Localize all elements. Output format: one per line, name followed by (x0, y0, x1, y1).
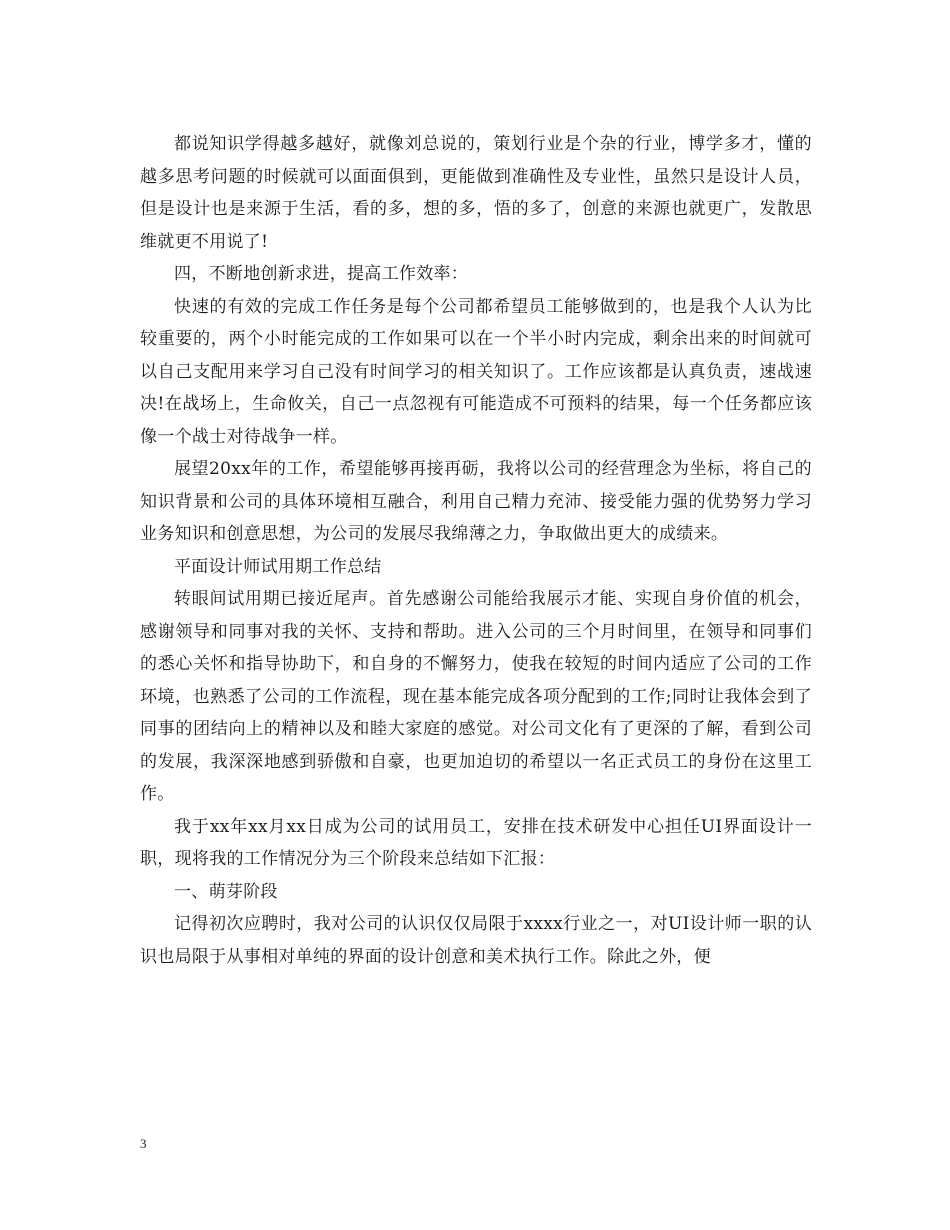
paragraph-first-impression: 记得初次应聘时，我对公司的认识仅仅局限于xxxx行业之一，对UI设计师一职的认识也局限于从事相对单纯的界面的设计创意和美术执行工作。除此之外，便 (140, 914, 812, 967)
document-body (140, 128, 812, 973)
page-number: 3 (140, 1136, 147, 1151)
document-subtitle: 平面设计师试用期工作总结 (174, 556, 382, 577)
section-heading-sprout-stage: 一、萌芽阶段 (174, 881, 278, 902)
paragraph-outlook: 展望20xx年的工作，希望能够再接再砺，我将以公司的经营理念为坐标，将自己的知识背景和公司的具体环境相互融合，利用自己精力充沛、接受能力强的优势努力学习业务知识和创意思想，为公司的发展尽我绵薄之力，争取做出更大的成绩来。 (140, 459, 812, 544)
section-heading-innovation: 四，不断地创新求进，提高工作效率： (174, 264, 469, 284)
paragraph-knowledge: 都说知识学得越多越好，就像刘总说的，策划行业是个杂的行业，博学多才，懂的越多思考问题的时候就可以面面俱到，更能做到准确性及专业性，虽然只是设计人员，但是设计也是来源于生活，看的多，想的多，悟的多了，创意的来源也就更广，发散思维就更不用说了! (140, 134, 812, 252)
paragraph-probation-intro: 转眼间试用期已接近尾声。首先感谢公司能给我展示才能、实现自身价值的机会，感谢领导和同事对我的关怀、支持和帮助。进入公司的三个月时间里，在领导和同事们的悉心关怀和指导协助下，和自身的不懈努力，使我在较短的时间内适应了公司的工作环境，也熟悉了公司的工作流程，现在基本能完成各项分配到的工作;同时让我体会到了同事的团结向上的精神以及和睦大家庭的感觉。对公司文化有了更深的了解，看到公司的发展，我深深地感到骄傲和自豪，也更加迫切的希望以一名正式员工的身份在这里工作。 (140, 589, 812, 804)
paragraph-position: 我于xx年xx月xx日成为公司的试用员工，安排在技术研发中心担任UI界面设计一职，现将我的工作情况分为三个阶段来总结如下汇报： (140, 816, 812, 869)
paragraph-efficiency: 快速的有效的完成工作任务是每个公司都希望员工能够做到的，也是我个人认为比较重要的，两个小时能完成的工作如果可以在一个半小时内完成，剩余出来的时间就可以自己支配用来学习自己没有时间学习的相关知识了。工作应该都是认真负责，速战速决!在战场上，生命攸关，自己一点忽视有可能造成不可预料的结果，每一个任务都应该像一个战士对待战争一样。 (140, 296, 812, 447)
